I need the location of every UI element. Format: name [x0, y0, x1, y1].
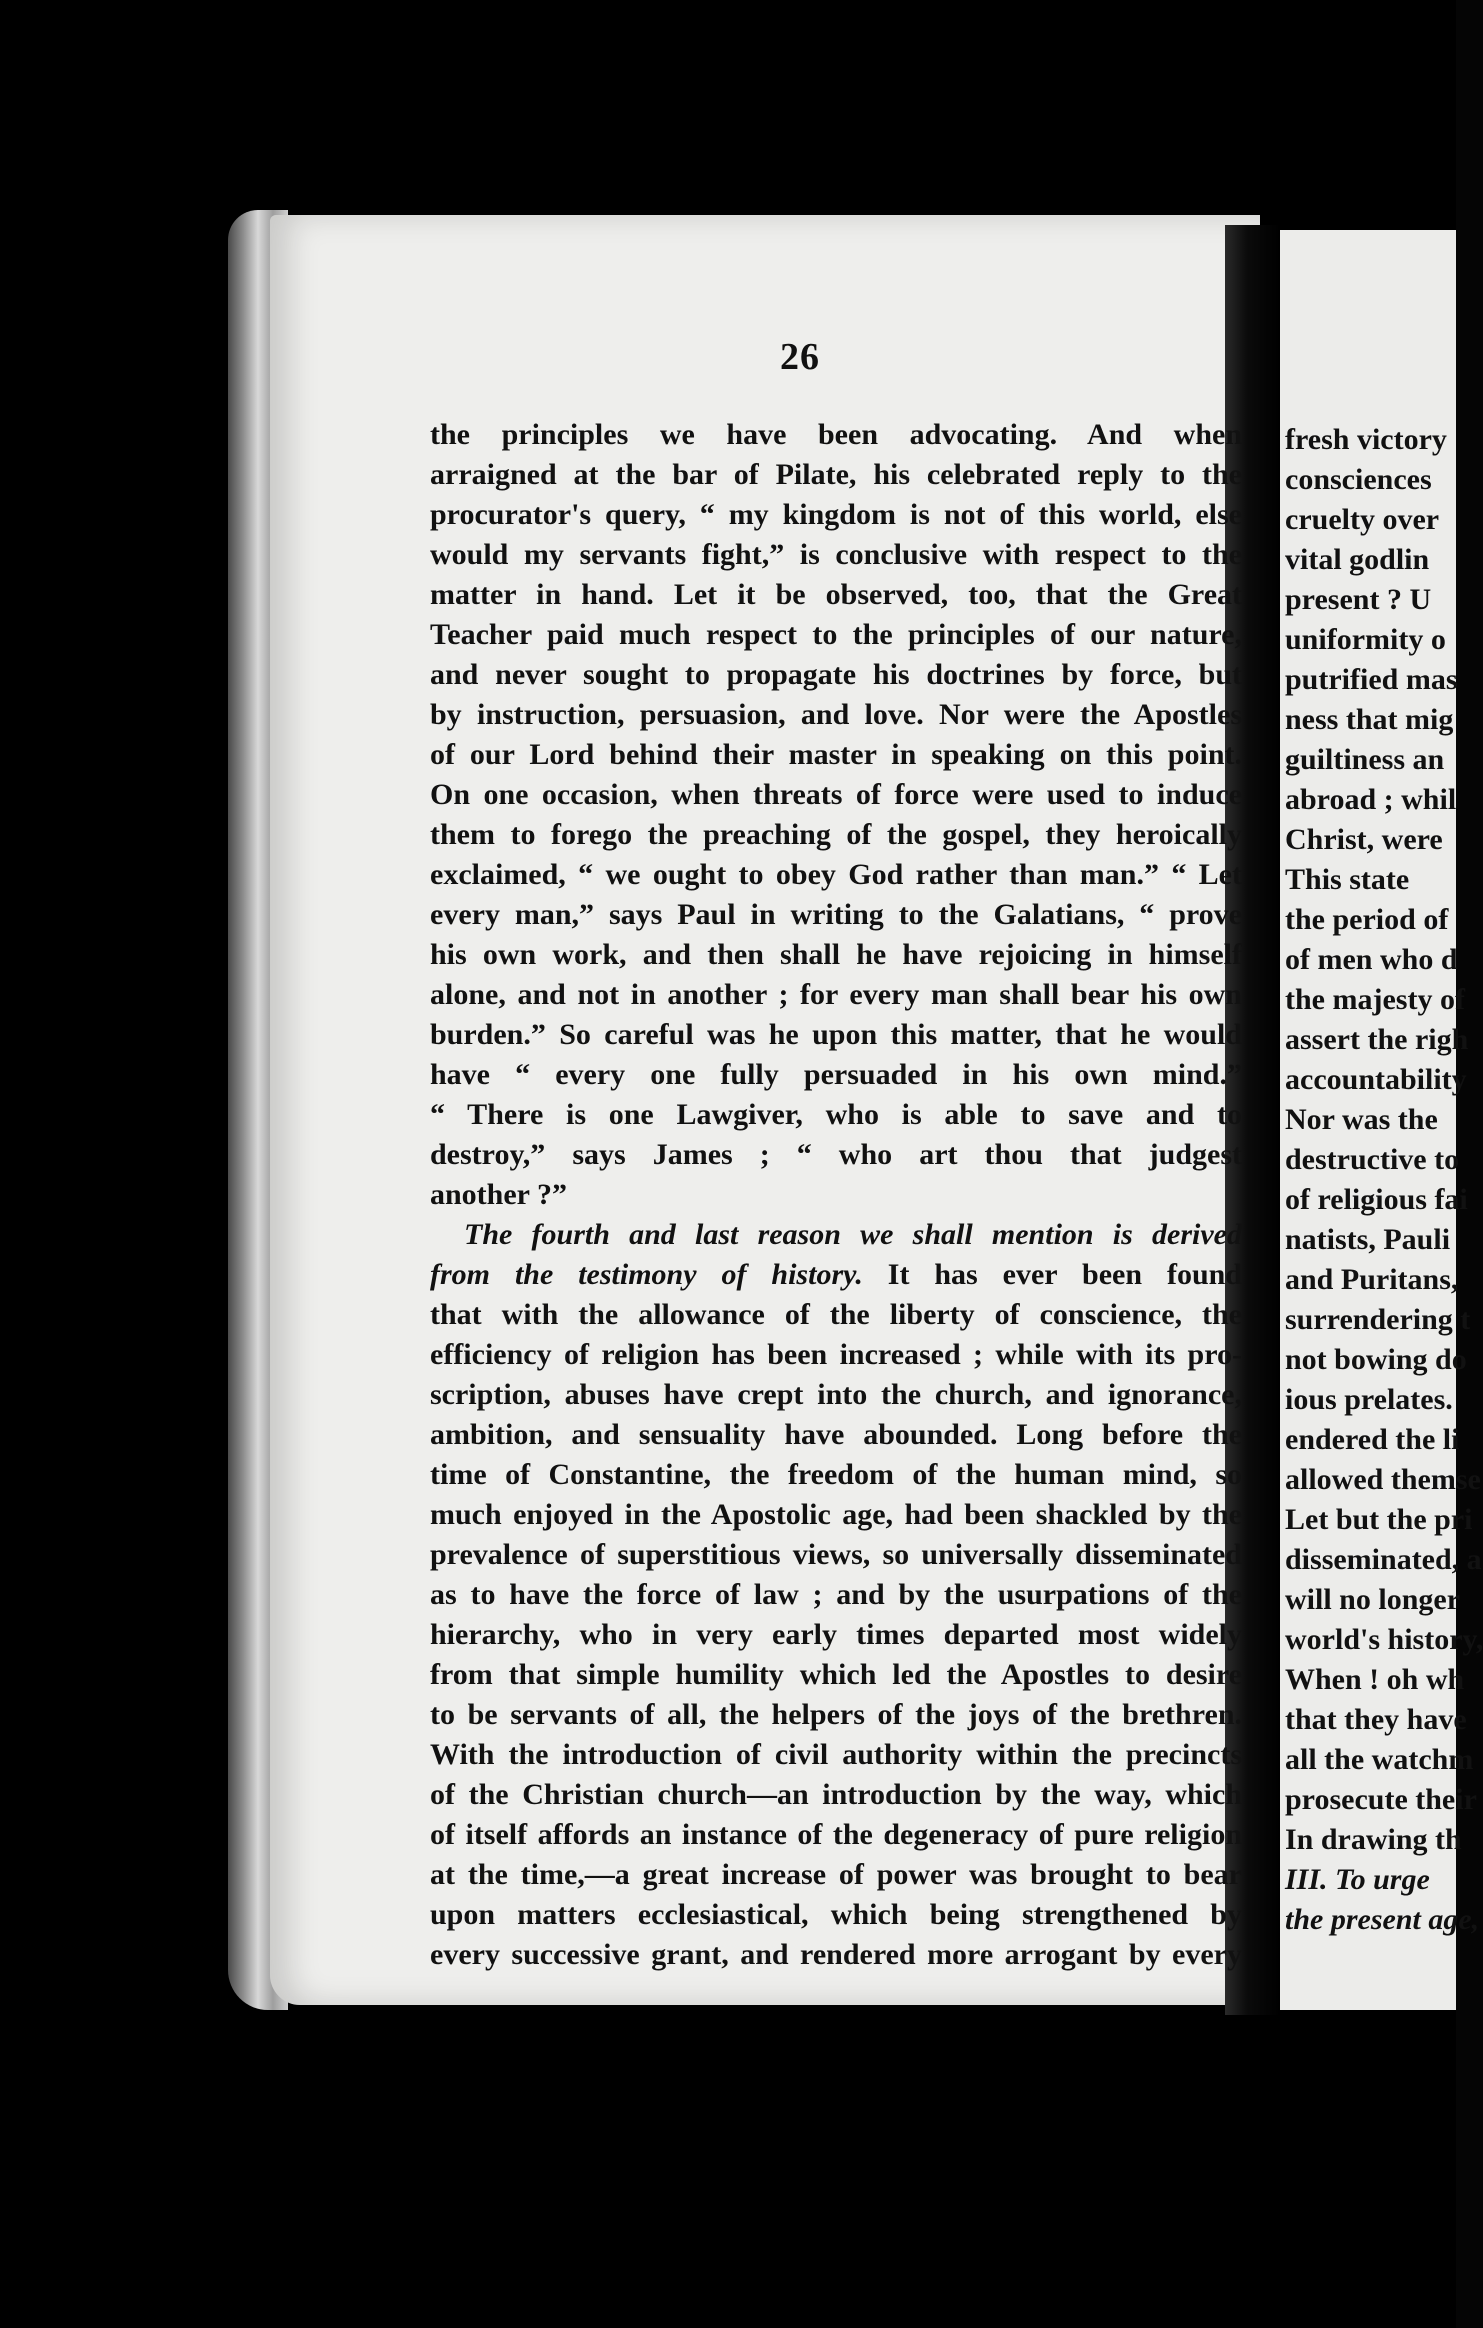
text-line	[430, 575, 1242, 615]
line-text: would my servants fight,” is conclusive with respect to the	[430, 538, 1242, 571]
line-text: his own work, and then shall he have rejoicing in himself	[430, 938, 1242, 971]
text-line	[430, 1575, 1242, 1615]
right-text-line: of men who d	[1285, 943, 1458, 976]
line-text: It has ever been found	[862, 1258, 1242, 1291]
text-line	[430, 1135, 1242, 1175]
line-text: the principles we have been advocating. And when	[430, 418, 1242, 451]
right-text-line: allowed themse	[1285, 1463, 1481, 1496]
line-text: efficiency of religion has been increased ; while with its pro-	[430, 1338, 1242, 1371]
italic-text: from the testimony of history.	[430, 1258, 863, 1291]
line-text: every successive grant, and rendered more arrogant by every	[430, 1938, 1242, 1971]
line-text: On one occasion, when threats of force were used to induce	[430, 778, 1242, 811]
right-text-line: consciences	[1285, 463, 1432, 496]
text-line	[430, 1655, 1242, 1695]
text-line	[430, 1215, 1242, 1255]
text-line	[430, 1255, 1242, 1295]
right-text-line: vital godlin	[1285, 543, 1430, 576]
right-text-line: the period of	[1285, 903, 1449, 936]
line-text: of the Christian church—an introduction by the way, which	[430, 1778, 1242, 1811]
line-text: from that simple humility which led the Apostles to desire	[430, 1658, 1242, 1691]
text-line	[430, 1615, 1242, 1655]
line-text: at the time,—a great increase of power was brought to bear	[430, 1858, 1242, 1891]
text-line	[430, 1175, 1242, 1215]
right-text-line: III. To urge	[1285, 1863, 1430, 1896]
right-text-line: abroad ; whil	[1285, 783, 1457, 816]
right-text-line: the present age,	[1285, 1903, 1480, 1936]
right-text-line: that they have	[1285, 1703, 1467, 1736]
text-line	[430, 1295, 1242, 1335]
right-text-line: prosecute their	[1285, 1783, 1477, 1816]
right-text-line: natists, Pauli	[1285, 1223, 1451, 1256]
text-line	[430, 1535, 1242, 1575]
text-line	[430, 775, 1242, 815]
right-text-line: disseminated, a	[1285, 1543, 1482, 1576]
line-text: to be servants of all, the helpers of the joys of the brethren.	[430, 1698, 1242, 1731]
text-line	[430, 935, 1242, 975]
line-text: upon matters ecclesiastical, which being strengthened by	[430, 1898, 1242, 1931]
line-text: ambition, and sensuality have abounded. Long before the	[430, 1418, 1242, 1451]
right-text-line: Nor was the	[1285, 1103, 1438, 1136]
line-text: burden.” So careful was he upon this matter, that he would	[430, 1018, 1242, 1051]
right-text-line: all the watchm	[1285, 1743, 1474, 1776]
text-line	[430, 1095, 1242, 1135]
right-text-line: Let but the pri	[1285, 1503, 1473, 1536]
text-line	[430, 855, 1242, 895]
right-text-line: uniformity o	[1285, 623, 1446, 656]
line-text: alone, and not in another ; for every man shall bear his own	[430, 978, 1242, 1011]
line-text: as to have the force of law ; and by the usurpations of the	[430, 1578, 1242, 1611]
right-text-line: In drawing th	[1285, 1823, 1462, 1856]
line-text: every man,” says Paul in writing to the Galatians, “ prove	[430, 898, 1242, 931]
right-text-line: accountability	[1285, 1063, 1467, 1096]
text-line	[430, 1335, 1242, 1375]
right-text-line: ness that mig	[1285, 703, 1454, 736]
line-text: matter in hand. Let it be observed, too, that the Great	[430, 578, 1242, 611]
text-line	[430, 1935, 1242, 1975]
right-text-line: will no longer	[1285, 1583, 1461, 1616]
right-text-line: destructive to	[1285, 1143, 1460, 1176]
text-line	[430, 1455, 1242, 1495]
text-line	[430, 535, 1242, 575]
line-text: them to forego the preaching of the gospel, they heroically	[430, 818, 1242, 851]
text-line	[430, 455, 1242, 495]
right-text-line: present ? U	[1285, 583, 1432, 616]
text-line	[430, 1815, 1242, 1855]
text-line	[430, 1775, 1242, 1815]
right-text-line: world's history,	[1285, 1623, 1483, 1656]
right-text-line: assert the righ	[1285, 1023, 1469, 1056]
text-line	[430, 735, 1242, 775]
right-text-line: ious prelates.	[1285, 1383, 1453, 1416]
text-line	[430, 1695, 1242, 1735]
text-line	[430, 695, 1242, 735]
right-page-text	[1285, 420, 1483, 1940]
page-number: 26	[780, 336, 820, 378]
text-line	[430, 1375, 1242, 1415]
right-text-line: Christ, were	[1285, 823, 1443, 856]
right-text-line: guiltiness an	[1285, 743, 1445, 776]
line-text: another ?”	[430, 1178, 567, 1211]
line-text: that with the allowance of the liberty of conscience, the	[430, 1298, 1242, 1331]
text-line	[430, 1735, 1242, 1775]
text-line	[430, 1895, 1242, 1935]
left-page-text	[430, 415, 1242, 1975]
line-text: time of Constantine, the freedom of the human mind, so	[430, 1458, 1242, 1491]
text-line	[430, 655, 1242, 695]
line-text: scription, abuses have crept into the church, and ignorance,	[430, 1378, 1242, 1411]
line-text: Teacher paid much respect to the principles of our nature,	[430, 618, 1242, 651]
right-text-line: fresh victory	[1285, 423, 1447, 456]
right-text-line: the majesty of	[1285, 983, 1465, 1016]
text-line	[430, 975, 1242, 1015]
line-text: “ There is one Lawgiver, who is able to save and to	[430, 1098, 1242, 1131]
line-text: of itself affords an instance of the degeneracy of pure religion	[430, 1818, 1242, 1851]
right-text-line: When ! oh wh	[1285, 1663, 1465, 1696]
right-text-line: This state	[1285, 863, 1410, 896]
line-text: prevalence of superstitious views, so universally disseminated	[430, 1538, 1242, 1571]
line-text: of our Lord behind their master in speaking on this point.	[430, 738, 1242, 771]
text-line	[430, 1855, 1242, 1895]
right-text-line: and Puritans,	[1285, 1263, 1459, 1296]
line-text: destroy,” says James ; “ who art thou that judgest	[430, 1138, 1242, 1171]
text-line	[430, 1015, 1242, 1055]
right-text-line: not bowing do	[1285, 1343, 1467, 1376]
line-text: and never sought to propagate his doctrines by force, but	[430, 658, 1242, 691]
line-text: With the introduction of civil authority within the precincts	[430, 1738, 1242, 1771]
line-text: hierarchy, who in very early times departed most widely	[430, 1618, 1242, 1651]
line-text: by instruction, persuasion, and love. Nor were the Apostles	[430, 698, 1242, 731]
text-line	[430, 895, 1242, 935]
text-line	[430, 1495, 1242, 1535]
right-text-line: putrified mas	[1285, 663, 1458, 696]
right-text-line: surrendering t	[1285, 1303, 1471, 1336]
line-text: exclaimed, “ we ought to obey God rather than man.” “ Let	[430, 858, 1242, 891]
text-line	[430, 615, 1242, 655]
text-line	[430, 815, 1242, 855]
line-text: arraigned at the bar of Pilate, his celebrated reply to the	[430, 458, 1242, 491]
italic-text: The fourth and last reason we shall mention is derived	[464, 1218, 1242, 1251]
text-line	[430, 1055, 1242, 1095]
text-line	[430, 1415, 1242, 1455]
right-text-line: of religious fai	[1285, 1183, 1468, 1216]
line-text: have “ every one fully persuaded in his own mind.”	[430, 1058, 1242, 1091]
right-text-line: endered the li	[1285, 1423, 1460, 1456]
line-text: much enjoyed in the Apostolic age, had been shackled by the	[430, 1498, 1242, 1531]
text-line	[430, 415, 1242, 455]
right-text-line: cruelty over	[1285, 503, 1440, 536]
line-text: procurator's query, “ my kingdom is not of this world, else	[430, 498, 1242, 531]
text-line	[430, 495, 1242, 535]
